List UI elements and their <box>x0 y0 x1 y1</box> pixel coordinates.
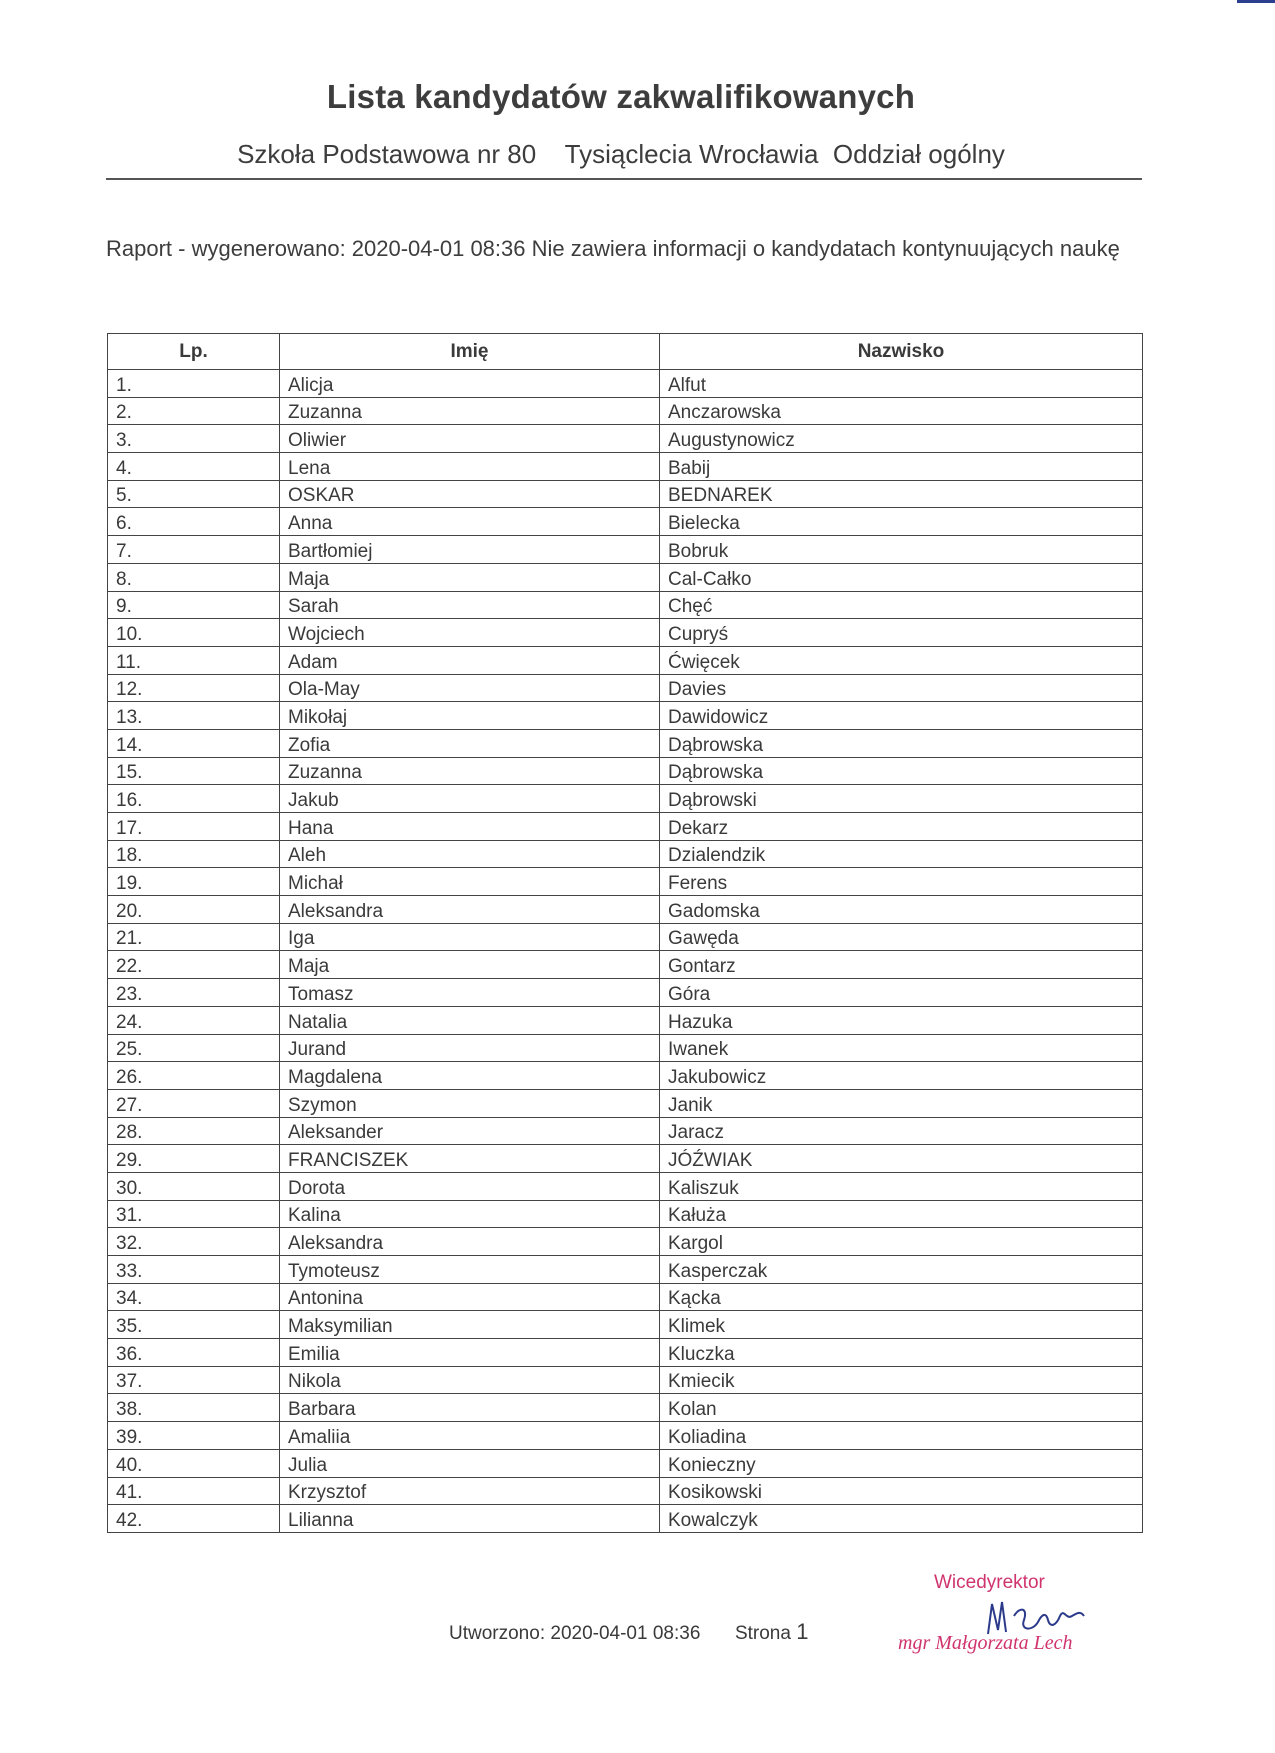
table-row <box>108 1228 1143 1256</box>
table-row <box>108 1505 1143 1533</box>
cell-lp: 35. <box>108 1311 280 1339</box>
table-row <box>108 619 1143 647</box>
table-row <box>108 702 1143 730</box>
table-row <box>108 425 1143 453</box>
cell-lp: 37. <box>108 1366 280 1394</box>
cell-lp: 41. <box>108 1477 280 1505</box>
cell-first-name: Jurand <box>280 1034 660 1062</box>
cell-first-name: Julia <box>280 1449 660 1477</box>
cell-last-name: BEDNAREK <box>660 480 1143 508</box>
stamp-name: mgr Małgorzata Lech <box>898 1632 1073 1654</box>
cell-last-name: Kmiecik <box>660 1366 1143 1394</box>
cell-last-name: Kaliszuk <box>660 1172 1143 1200</box>
cell-lp: 1. <box>108 370 280 398</box>
cell-first-name: FRANCISZEK <box>280 1145 660 1173</box>
cell-last-name: Kowalczyk <box>660 1505 1143 1533</box>
cell-last-name: Dąbrowska <box>660 757 1143 785</box>
table-row <box>108 1145 1143 1173</box>
cell-last-name: Babij <box>660 453 1143 481</box>
cell-last-name: Kącka <box>660 1283 1143 1311</box>
cell-first-name: Bartłomiej <box>280 536 660 564</box>
cell-lp: 12. <box>108 674 280 702</box>
table-row <box>108 591 1143 619</box>
table-row <box>108 453 1143 481</box>
cell-first-name: Amaliia <box>280 1422 660 1450</box>
cell-last-name: Jakubowicz <box>660 1062 1143 1090</box>
table-row <box>108 1006 1143 1034</box>
table-row <box>108 896 1143 924</box>
cell-first-name: Jakub <box>280 785 660 813</box>
cell-last-name: Cal-Całko <box>660 563 1143 591</box>
cell-first-name: Aleksandra <box>280 1228 660 1256</box>
cell-first-name: Anna <box>280 508 660 536</box>
cell-last-name: Bielecka <box>660 508 1143 536</box>
cell-lp: 5. <box>108 480 280 508</box>
cell-lp: 6. <box>108 508 280 536</box>
cell-lp: 2. <box>108 397 280 425</box>
column-header-first-name: Imię <box>280 334 660 370</box>
table-row <box>108 729 1143 757</box>
cell-last-name: Cupryś <box>660 619 1143 647</box>
table-row <box>108 923 1143 951</box>
cell-first-name: Szymon <box>280 1089 660 1117</box>
cell-first-name: Hana <box>280 813 660 841</box>
cell-first-name: Adam <box>280 646 660 674</box>
cell-lp: 26. <box>108 1062 280 1090</box>
table-row <box>108 1311 1143 1339</box>
cell-lp: 34. <box>108 1283 280 1311</box>
column-header-last-name: Nazwisko <box>660 334 1143 370</box>
cell-last-name: Iwanek <box>660 1034 1143 1062</box>
cell-first-name: Dorota <box>280 1172 660 1200</box>
table-row <box>108 1034 1143 1062</box>
cell-last-name: Kargol <box>660 1228 1143 1256</box>
table-row <box>108 1339 1143 1367</box>
page-footer <box>449 1619 808 1645</box>
stamp-title: Wicedyrektor <box>934 1572 1045 1593</box>
cell-lp: 3. <box>108 425 280 453</box>
cell-lp: 40. <box>108 1449 280 1477</box>
cell-lp: 4. <box>108 453 280 481</box>
cell-last-name: Janik <box>660 1089 1143 1117</box>
table-row <box>108 1477 1143 1505</box>
cell-lp: 20. <box>108 896 280 924</box>
cell-lp: 18. <box>108 840 280 868</box>
candidates-table <box>107 333 1143 1533</box>
cell-last-name: Gontarz <box>660 951 1143 979</box>
cell-lp: 21. <box>108 923 280 951</box>
cell-first-name: Iga <box>280 923 660 951</box>
cell-first-name: Zuzanna <box>280 757 660 785</box>
cell-lp: 28. <box>108 1117 280 1145</box>
cell-first-name: Maja <box>280 563 660 591</box>
page-number: 1 <box>796 1619 809 1644</box>
table-row <box>108 1256 1143 1284</box>
cell-first-name: Krzysztof <box>280 1477 660 1505</box>
table-row <box>108 868 1143 896</box>
cell-last-name: Davies <box>660 674 1143 702</box>
cell-first-name: Aleh <box>280 840 660 868</box>
cell-first-name: Mikołaj <box>280 702 660 730</box>
cell-last-name: Bobruk <box>660 536 1143 564</box>
cell-first-name: Natalia <box>280 1006 660 1034</box>
cell-lp: 38. <box>108 1394 280 1422</box>
cell-lp: 19. <box>108 868 280 896</box>
cell-last-name: Koliadina <box>660 1422 1143 1450</box>
cell-lp: 42. <box>108 1505 280 1533</box>
cell-first-name: Oliwier <box>280 425 660 453</box>
table-row <box>108 370 1143 398</box>
table-row <box>108 1394 1143 1422</box>
table-row <box>108 1449 1143 1477</box>
table-row <box>108 979 1143 1007</box>
table-row <box>108 563 1143 591</box>
cell-lp: 11. <box>108 646 280 674</box>
document-title: Lista kandydatów zakwalifikowanych <box>326 78 916 115</box>
cell-lp: 23. <box>108 979 280 1007</box>
cell-last-name: JÓŹWIAK <box>660 1145 1143 1173</box>
cell-last-name: Dąbrowski <box>660 785 1143 813</box>
table-row <box>108 757 1143 785</box>
cell-lp: 25. <box>108 1034 280 1062</box>
cell-first-name: Michał <box>280 868 660 896</box>
table-row <box>108 1422 1143 1450</box>
cell-first-name: Nikola <box>280 1366 660 1394</box>
table-row <box>108 1062 1143 1090</box>
cell-last-name: Dzialendzik <box>660 840 1143 868</box>
cell-lp: 33. <box>108 1256 280 1284</box>
table-row <box>108 480 1143 508</box>
table-row <box>108 1117 1143 1145</box>
signature-stamp <box>890 1572 1110 1662</box>
cell-first-name: OSKAR <box>280 480 660 508</box>
cell-last-name: Kałuża <box>660 1200 1143 1228</box>
cell-first-name: Lena <box>280 453 660 481</box>
table-row <box>108 1283 1143 1311</box>
cell-last-name: Alfut <box>660 370 1143 398</box>
table-row <box>108 508 1143 536</box>
cell-lp: 15. <box>108 757 280 785</box>
table-row <box>108 951 1143 979</box>
cell-last-name: Dekarz <box>660 813 1143 841</box>
cell-lp: 7. <box>108 536 280 564</box>
cell-first-name: Tymoteusz <box>280 1256 660 1284</box>
cell-lp: 14. <box>108 729 280 757</box>
cell-last-name: Anczarowska <box>660 397 1143 425</box>
cell-first-name: Zofia <box>280 729 660 757</box>
cell-lp: 13. <box>108 702 280 730</box>
cell-lp: 32. <box>108 1228 280 1256</box>
cell-first-name: Aleksandra <box>280 896 660 924</box>
table-body <box>108 370 1143 1533</box>
cell-lp: 9. <box>108 591 280 619</box>
cell-lp: 17. <box>108 813 280 841</box>
cell-first-name: Zuzanna <box>280 397 660 425</box>
table-row <box>108 1200 1143 1228</box>
cell-last-name: Augustynowicz <box>660 425 1143 453</box>
document-subtitle: Szkoła Podstawowa nr 80 Tysiąclecia Wrocławia Oddział ogólny <box>237 139 1005 169</box>
table-row <box>108 674 1143 702</box>
cell-first-name: Emilia <box>280 1339 660 1367</box>
scan-edge-mark <box>1237 0 1275 3</box>
cell-lp: 8. <box>108 563 280 591</box>
cell-first-name: Alicja <box>280 370 660 398</box>
cell-lp: 36. <box>108 1339 280 1367</box>
cell-first-name: Aleksander <box>280 1117 660 1145</box>
column-header-lp: Lp. <box>108 334 280 370</box>
cell-first-name: Sarah <box>280 591 660 619</box>
cell-last-name: Chęć <box>660 591 1143 619</box>
cell-last-name: Góra <box>660 979 1143 1007</box>
cell-last-name: Gawęda <box>660 923 1143 951</box>
cell-first-name: Lilianna <box>280 1505 660 1533</box>
cell-lp: 30. <box>108 1172 280 1200</box>
cell-first-name: Maksymilian <box>280 1311 660 1339</box>
cell-lp: 27. <box>108 1089 280 1117</box>
header-divider <box>106 178 1142 180</box>
table-header-row <box>108 334 1143 370</box>
cell-last-name: Kolan <box>660 1394 1143 1422</box>
table-row <box>108 785 1143 813</box>
table-row <box>108 1172 1143 1200</box>
cell-last-name: Gadomska <box>660 896 1143 924</box>
table-row <box>108 397 1143 425</box>
cell-last-name: Dąbrowska <box>660 729 1143 757</box>
created-timestamp: Utworzono: 2020-04-01 08:36 <box>449 1623 701 1644</box>
cell-last-name: Hazuka <box>660 1006 1143 1034</box>
cell-last-name: Konieczny <box>660 1449 1143 1477</box>
page-label: Strona <box>734 1623 791 1644</box>
table-row <box>108 813 1143 841</box>
cell-last-name: Ćwięcek <box>660 646 1143 674</box>
table-row <box>108 840 1143 868</box>
cell-lp: 16. <box>108 785 280 813</box>
cell-lp: 29. <box>108 1145 280 1173</box>
cell-last-name: Jaracz <box>660 1117 1143 1145</box>
cell-lp: 10. <box>108 619 280 647</box>
table-row <box>108 646 1143 674</box>
cell-lp: 31. <box>108 1200 280 1228</box>
cell-lp: 39. <box>108 1422 280 1450</box>
cell-first-name: Wojciech <box>280 619 660 647</box>
cell-first-name: Barbara <box>280 1394 660 1422</box>
table-row <box>108 1366 1143 1394</box>
table-row <box>108 1089 1143 1117</box>
cell-first-name: Antonina <box>280 1283 660 1311</box>
table-row <box>108 536 1143 564</box>
cell-last-name: Ferens <box>660 868 1143 896</box>
cell-last-name: Kluczka <box>660 1339 1143 1367</box>
cell-first-name: Kalina <box>280 1200 660 1228</box>
report-info: Raport - wygenerowano: 2020-04-01 08:36 Nie zawiera informacji o kandydatach kontynuujących naukę <box>106 236 1120 261</box>
cell-lp: 22. <box>108 951 280 979</box>
cell-first-name: Ola-May <box>280 674 660 702</box>
cell-lp: 24. <box>108 1006 280 1034</box>
cell-first-name: Maja <box>280 951 660 979</box>
cell-last-name: Klimek <box>660 1311 1143 1339</box>
cell-first-name: Tomasz <box>280 979 660 1007</box>
cell-last-name: Dawidowicz <box>660 702 1143 730</box>
cell-last-name: Kasperczak <box>660 1256 1143 1284</box>
cell-last-name: Kosikowski <box>660 1477 1143 1505</box>
cell-first-name: Magdalena <box>280 1062 660 1090</box>
